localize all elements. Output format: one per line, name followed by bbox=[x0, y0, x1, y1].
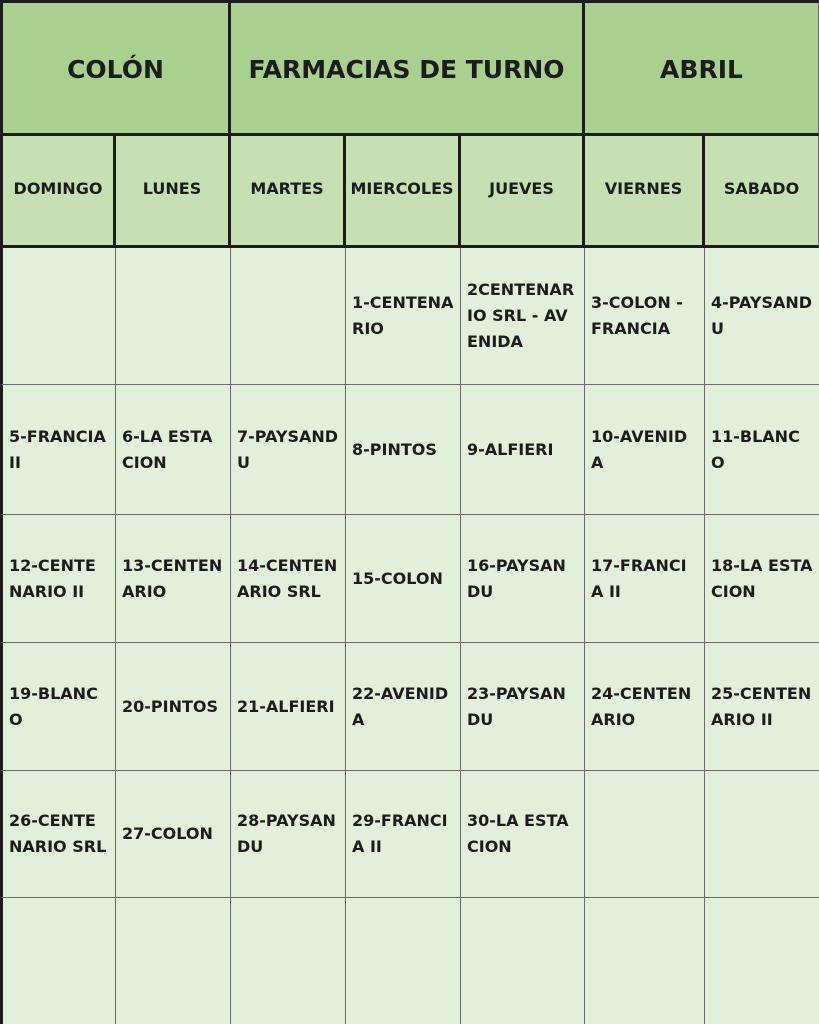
day-cell: 2CENTENARIO SRL - AVENIDA bbox=[461, 248, 585, 385]
day-header-viernes: VIERNES bbox=[585, 136, 705, 248]
day-cell: 20-PINTOS bbox=[116, 643, 231, 771]
day-cell: 6-LA ESTACION bbox=[116, 385, 231, 515]
day-cell bbox=[0, 898, 116, 1024]
day-cell: 25-CENTENARIO II bbox=[705, 643, 819, 771]
day-cell: 7-PAYSANDU bbox=[231, 385, 346, 515]
day-cell bbox=[585, 898, 705, 1024]
day-cell: 30-LA ESTACION bbox=[461, 771, 585, 898]
day-cell: 15-COLON bbox=[346, 515, 461, 643]
day-cell: 18-LA ESTACION bbox=[705, 515, 819, 643]
day-cell: 26-CENTENARIO SRL bbox=[0, 771, 116, 898]
day-cell: 12-CENTENARIO II bbox=[0, 515, 116, 643]
day-cell bbox=[231, 248, 346, 385]
day-cell: 3-COLON - FRANCIA bbox=[585, 248, 705, 385]
week-row-2 bbox=[0, 385, 819, 515]
day-cell: 14-CENTENARIO SRL bbox=[231, 515, 346, 643]
day-cell: 24-CENTENARIO bbox=[585, 643, 705, 771]
title-row bbox=[0, 0, 819, 136]
weekday-header-row bbox=[0, 136, 819, 248]
day-cell bbox=[116, 898, 231, 1024]
month-title: ABRIL bbox=[585, 0, 819, 136]
day-header-lunes: LUNES bbox=[116, 136, 231, 248]
day-cell: 19-BLANCO bbox=[0, 643, 116, 771]
day-cell: 22-AVENIDA bbox=[346, 643, 461, 771]
day-header-sabado: SABADO bbox=[705, 136, 819, 248]
week-row-5 bbox=[0, 771, 819, 898]
day-cell bbox=[346, 898, 461, 1024]
day-cell: 27-COLON bbox=[116, 771, 231, 898]
day-cell bbox=[705, 771, 819, 898]
day-cell bbox=[116, 248, 231, 385]
day-cell bbox=[461, 898, 585, 1024]
day-cell: 29-FRANCIA II bbox=[346, 771, 461, 898]
day-cell: 9-ALFIERI bbox=[461, 385, 585, 515]
day-cell: 28-PAYSANDU bbox=[231, 771, 346, 898]
day-cell bbox=[0, 248, 116, 385]
week-row-3 bbox=[0, 515, 819, 643]
day-header-domingo: DOMINGO bbox=[0, 136, 116, 248]
day-cell: 10-AVENIDA bbox=[585, 385, 705, 515]
week-row-4 bbox=[0, 643, 819, 771]
day-cell: 23-PAYSANDU bbox=[461, 643, 585, 771]
day-cell: 5-FRANCIA II bbox=[0, 385, 116, 515]
day-cell bbox=[231, 898, 346, 1024]
city-title: COLÓN bbox=[0, 0, 231, 136]
day-header-jueves: JUEVES bbox=[461, 136, 585, 248]
week-row-1 bbox=[0, 248, 819, 385]
day-cell: 13-CENTENARIO bbox=[116, 515, 231, 643]
day-cell: 17-FRANCIA II bbox=[585, 515, 705, 643]
day-cell bbox=[705, 898, 819, 1024]
week-row-6 bbox=[0, 898, 819, 1024]
day-header-miercoles: MIERCOLES bbox=[346, 136, 461, 248]
day-cell: 21-ALFIERI bbox=[231, 643, 346, 771]
day-cell: 11-BLANCO bbox=[705, 385, 819, 515]
schedule-title: FARMACIAS DE TURNO bbox=[231, 0, 585, 136]
day-cell: 1-CENTENARIO bbox=[346, 248, 461, 385]
day-cell: 8-PINTOS bbox=[346, 385, 461, 515]
day-cell: 16-PAYSANDU bbox=[461, 515, 585, 643]
day-header-martes: MARTES bbox=[231, 136, 346, 248]
day-cell bbox=[585, 771, 705, 898]
day-cell: 4-PAYSANDU bbox=[705, 248, 819, 385]
